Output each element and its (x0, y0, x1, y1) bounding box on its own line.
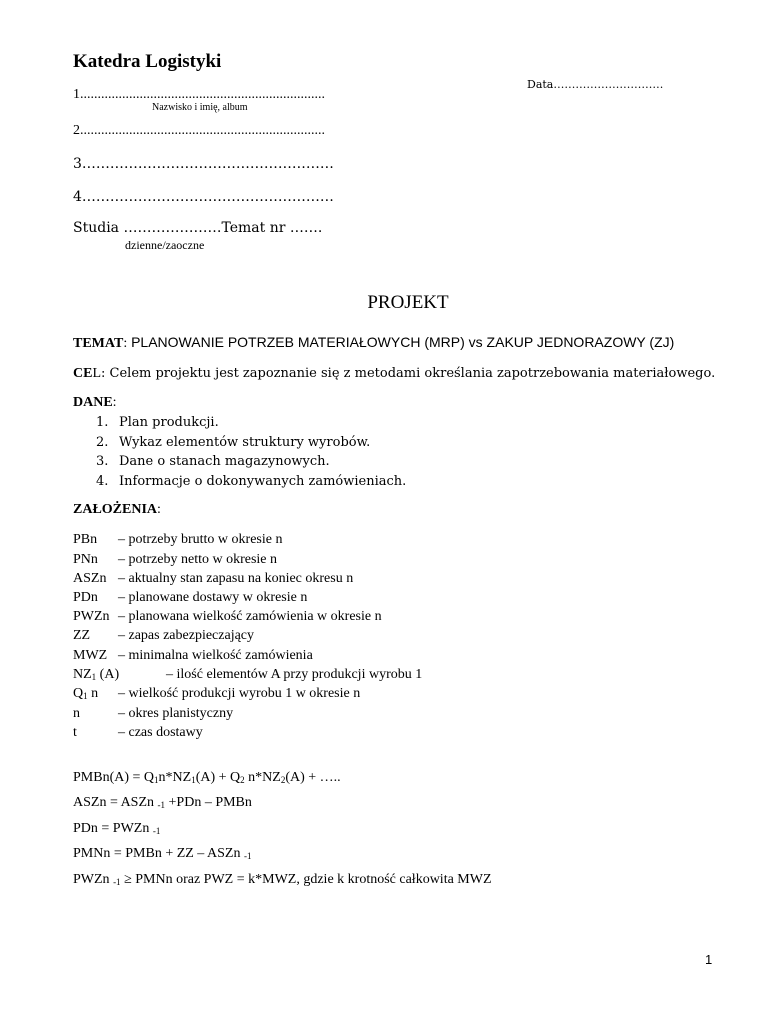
page-title: PROJEKT (367, 292, 449, 313)
key-main: NZ (73, 667, 92, 682)
formula-pwzn (73, 872, 492, 888)
formula-part: (A) + Q (195, 770, 241, 785)
formula-part: PDn = PWZn (73, 821, 153, 836)
studia-line: Studia …………………Temat nr ……. (73, 220, 323, 236)
cel-label-bold: CE (73, 366, 93, 381)
definition-key (73, 667, 119, 683)
definition-value: – ilość elementów A przy produkcji wyrobu 1 (166, 667, 423, 682)
definition-value: – czas dostawy (118, 725, 203, 740)
definition-value: – zapas zabezpieczający (118, 628, 255, 643)
formula-pmnn (73, 846, 252, 862)
definition-value: – wielkość produkcji wyrobu 1 w okresie n (118, 686, 361, 701)
formula-part: PMNn = PMBn + ZZ – ASZn (73, 846, 244, 861)
formula-subscript: -1 (157, 800, 166, 810)
list-item-text: Plan produkcji. (119, 415, 219, 430)
formula-aszn (73, 795, 252, 811)
definition-value: – okres planistyczny (118, 706, 234, 721)
definition-value: – aktualny stan zapasu na koniec okresu n (118, 571, 354, 586)
cel-text: : Celem projektu jest zapoznanie się z metodami określania zapotrzebowania materiałowego. (101, 366, 716, 381)
definitions-list (73, 0, 573, 1024)
member-line-1-caption: Nazwisko i imię, album (152, 102, 248, 113)
definition-key: PNn (73, 552, 98, 567)
list-item-text: Wykaz elementów struktury wyrobów. (119, 434, 371, 450)
member-line-4: 4……………………………………………… (73, 189, 334, 205)
formula-subscript: 2 (280, 775, 286, 785)
member-line-3: 3……………………………………………… (73, 156, 334, 172)
definition-key: PDn (73, 590, 98, 605)
formula-subscript: -1 (244, 851, 252, 861)
member-line-2: 2...................................................................... (73, 123, 325, 138)
definition-key: PWZn (73, 609, 110, 624)
key-main: Q (73, 686, 84, 701)
formula-part: +PDn – PMBn (165, 795, 252, 810)
formula-part: ASZn = ASZn (73, 795, 158, 810)
definition-value: – minimalna wielkość zamówienia (118, 648, 313, 663)
definition-key: t (73, 725, 77, 740)
definition-value: – planowane dostawy w okresie n (118, 590, 308, 605)
page-number: 1 (705, 952, 713, 967)
definition-key (73, 686, 98, 702)
list-item-number: 4. (96, 473, 109, 489)
formula-subscript: 2 (240, 775, 245, 785)
member-line-1: 1...................................................................... (73, 87, 325, 102)
formula-part: PMBn(A) = Q (73, 770, 155, 785)
formula-part: PWZn (73, 872, 114, 887)
formula-pdn (73, 821, 160, 837)
formula-part: ≥ PMNn oraz PWZ = k*MWZ, gdzie k krotność całkowita MWZ (120, 872, 492, 887)
dane-label: DANE (73, 395, 113, 410)
definition-value: – potrzeby brutto w okresie n (118, 532, 283, 547)
key-rest: (A) (96, 667, 120, 682)
formula-pmbn (73, 770, 341, 786)
studia-caption: dzienne/zaoczne (125, 238, 205, 252)
key-rest: n (87, 686, 99, 701)
definition-key: ZZ (73, 628, 91, 643)
definition-value: – planowana wielkość zamówienia w okresie n (118, 609, 382, 624)
list-item-number: 1. (96, 415, 109, 430)
temat-text: PLANOWANIE POTRZEB MATERIAŁOWYCH (MRP) vs ZAKUP JEDNORAZOWY (ZJ) (127, 334, 675, 350)
key-subscript: 1 (83, 691, 88, 701)
date-field: Data………………………… (527, 78, 664, 91)
definition-key: MWZ (73, 648, 108, 663)
definition-value: – potrzeby netto w okresie n (118, 552, 278, 567)
formula-part: n*NZ (158, 770, 192, 785)
list-item-number: 2. (96, 434, 109, 450)
formula-part: n*NZ (244, 770, 281, 785)
formula-part: (A) + ….. (285, 770, 341, 785)
list-item-text: Dane o stanach magazynowych. (119, 454, 330, 469)
formula-subscript: -1 (113, 877, 121, 887)
temat-label: TEMAT (73, 336, 124, 351)
list-item-number: 3. (96, 454, 109, 469)
definition-key: n (73, 706, 80, 721)
key-subscript: 1 (91, 672, 97, 682)
zalozenia-label: ZAŁOŻENIA (73, 502, 158, 517)
formula-subscript: 1 (154, 775, 159, 785)
formula-subscript: -1 (152, 826, 161, 836)
dane-sep: : (112, 395, 117, 410)
list-item-text: Informacje o dokonywanych zamówieniach. (119, 473, 407, 489)
cel-label-rest: L (92, 366, 102, 381)
definition-key: PBn (73, 532, 98, 547)
definition-key: ASZn (73, 571, 107, 586)
temat-sep: : (123, 336, 128, 351)
department-title: Katedra Logistyki (73, 51, 222, 72)
formula-subscript: 1 (191, 775, 196, 785)
zalozenia-sep: : (157, 502, 161, 517)
